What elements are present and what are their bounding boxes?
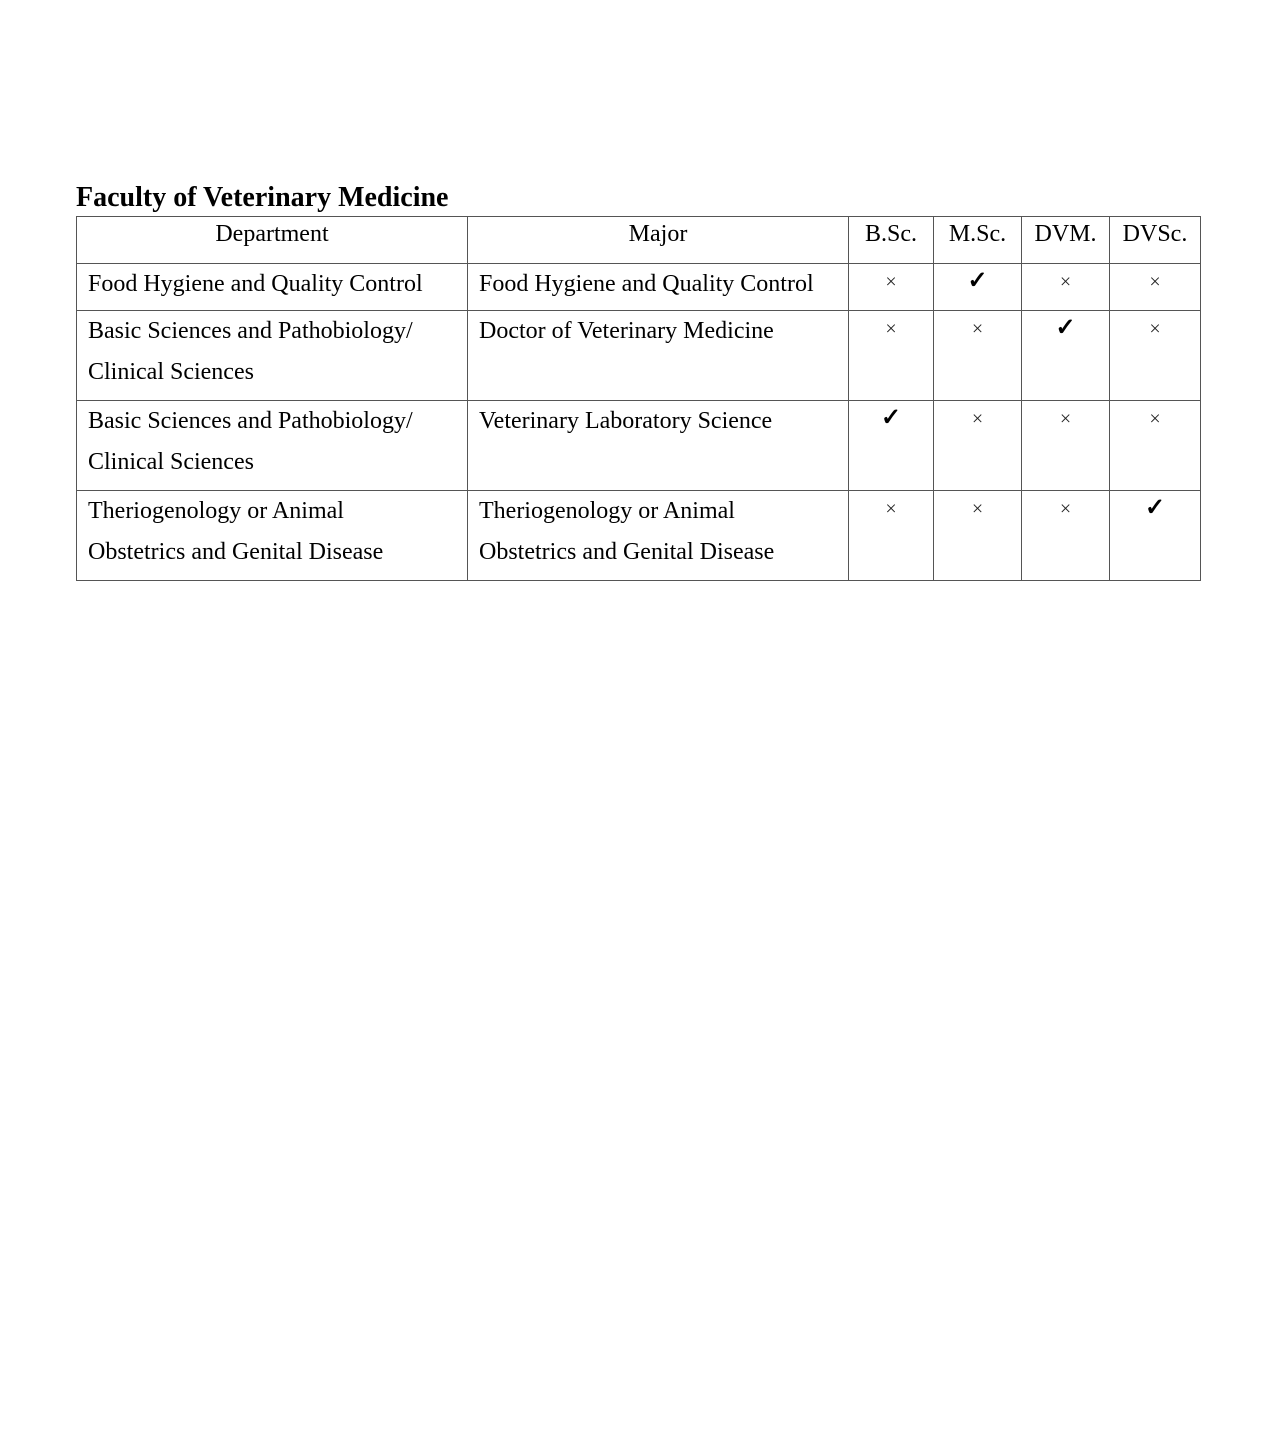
msc-cell xyxy=(934,401,1022,491)
department-line: Theriogenology or Animal xyxy=(88,498,344,524)
cross-icon: × xyxy=(885,318,897,340)
header-dvm: DVM. xyxy=(1022,217,1110,264)
page-title: Faculty of Veterinary Medicine xyxy=(76,182,449,213)
header-major: Major xyxy=(468,217,849,264)
major-cell xyxy=(468,264,849,311)
department-cell xyxy=(77,311,468,401)
bsc-cell xyxy=(849,311,934,401)
dvm-cell xyxy=(1022,491,1110,581)
msc-cell xyxy=(934,264,1022,311)
major-line: Doctor of Veterinary Medicine xyxy=(479,318,774,344)
department-line: Obstetrics and Genital Disease xyxy=(88,539,384,565)
checkmark-icon: ✓ xyxy=(1144,495,1166,521)
department-cell xyxy=(77,491,468,581)
major-line: Veterinary Laboratory Science xyxy=(479,408,773,434)
dvsc-cell xyxy=(1110,401,1201,491)
department-cell xyxy=(77,401,468,491)
dvsc-cell xyxy=(1110,311,1201,401)
cross-icon: × xyxy=(885,498,897,520)
table-header-row xyxy=(77,217,1201,264)
msc-cell xyxy=(934,491,1022,581)
degree-programs-table xyxy=(76,216,1201,581)
checkmark-icon: ✓ xyxy=(967,268,988,294)
cross-icon: × xyxy=(885,271,897,293)
msc-cell xyxy=(934,311,1022,401)
dvm-cell xyxy=(1022,311,1110,401)
table-row xyxy=(77,491,1201,581)
header-department: Department xyxy=(77,217,468,264)
table-row xyxy=(77,264,1201,311)
cross-icon: × xyxy=(971,498,984,520)
table-row xyxy=(77,311,1201,401)
department-line: Basic Sciences and Pathobiology/ xyxy=(88,318,413,344)
checkmark-icon: ✓ xyxy=(880,405,902,431)
bsc-cell xyxy=(849,401,934,491)
dvm-cell xyxy=(1022,401,1110,491)
cross-icon: × xyxy=(1059,408,1072,430)
cross-icon: × xyxy=(1149,271,1161,293)
dvm-cell xyxy=(1022,264,1110,311)
major-line: Obstetrics and Genital Disease xyxy=(479,539,775,565)
cross-icon: × xyxy=(1149,318,1161,340)
checkmark-icon: ✓ xyxy=(1055,315,1076,341)
major-cell xyxy=(468,491,849,581)
cross-icon: × xyxy=(971,318,984,340)
header-dvsc: DVSc. xyxy=(1110,217,1201,264)
department-line: Food Hygiene and Quality Control xyxy=(88,271,423,297)
cross-icon: × xyxy=(1059,271,1072,293)
bsc-cell xyxy=(849,491,934,581)
department-line: Basic Sciences and Pathobiology/ xyxy=(88,408,413,434)
department-cell xyxy=(77,264,468,311)
major-cell xyxy=(468,401,849,491)
cross-icon: × xyxy=(1059,498,1072,520)
major-line: Food Hygiene and Quality Control xyxy=(479,271,814,297)
table-row xyxy=(77,401,1201,491)
bsc-cell xyxy=(849,264,934,311)
department-line: Clinical Sciences xyxy=(88,359,254,385)
major-cell xyxy=(468,311,849,401)
dvsc-cell xyxy=(1110,264,1201,311)
header-msc: M.Sc. xyxy=(934,217,1022,264)
major-line: Theriogenology or Animal xyxy=(479,498,735,524)
dvsc-cell xyxy=(1110,491,1201,581)
department-line: Clinical Sciences xyxy=(88,449,254,475)
header-bsc: B.Sc. xyxy=(849,217,934,264)
cross-icon: × xyxy=(971,408,984,430)
cross-icon: × xyxy=(1149,408,1161,430)
